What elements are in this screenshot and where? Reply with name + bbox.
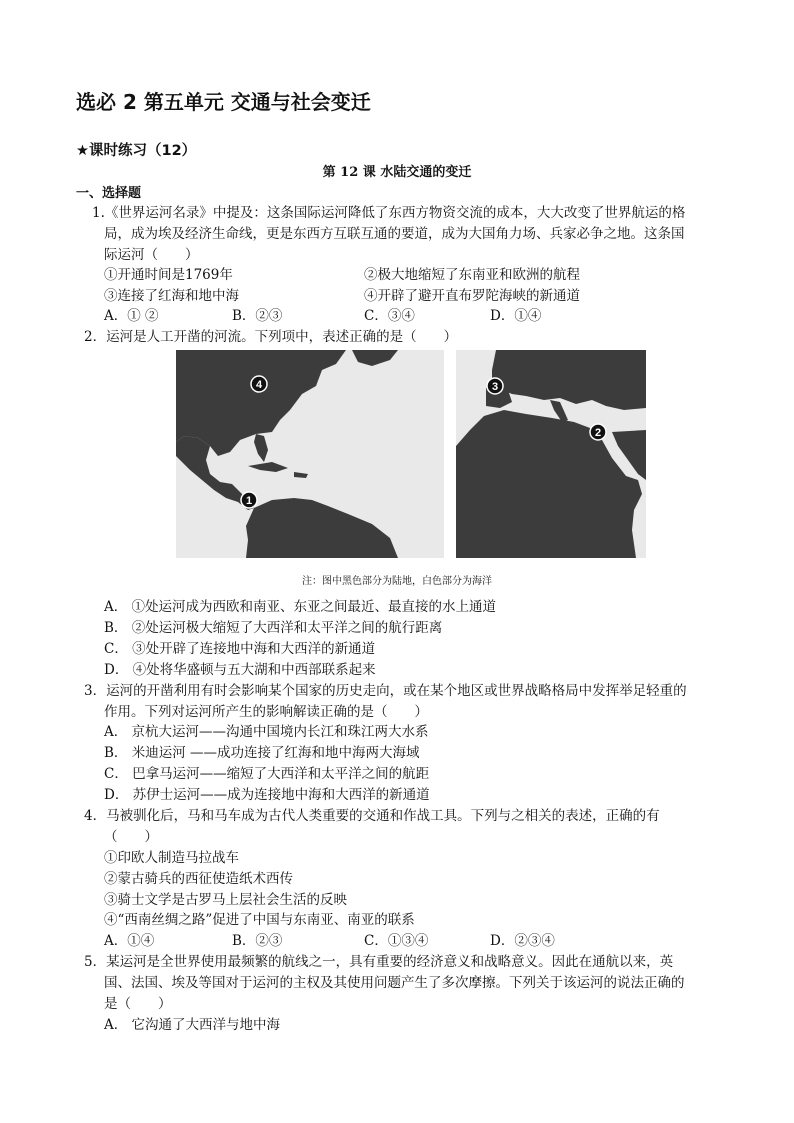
europe-africa-map [456, 350, 646, 558]
q4-option-c: C．①③④ [364, 933, 429, 949]
svg-text:1: 1 [245, 495, 253, 507]
q4-option-a: A．①④ [104, 933, 155, 949]
q5-stem-line3: 是（ ） [104, 996, 172, 1012]
q1-statement-1: ①开通时间是1769年 [104, 267, 233, 283]
map-caption: 注：图中黑色部分为陆地，白色部分为海洋 [302, 576, 492, 587]
q3-stem-line2: 作用。下列对运河所产生的影响解读正确的是（ ） [104, 704, 428, 720]
q4-stem-line2: （ ） [104, 829, 158, 845]
q4-statement-4: ④“西南丝绸之路”促进了中国与东南亚、南亚的联系 [104, 912, 415, 928]
q4-option-b: B．②③ [232, 933, 283, 949]
q1-statement-2: ②极大地缩短了东南亚和欧洲的航程 [364, 267, 580, 283]
svg-text:4: 4 [255, 379, 263, 391]
q5-stem-line2: 国、法国、埃及等国对于运河的主权及其使用问题产生了多次摩擦。下列关于该运河的说法正确的 [104, 975, 685, 991]
exercise-heading: ★课时练习（12） [76, 143, 197, 159]
q3-option-c: C． 巴拿马运河——缩短了大西洋和太平洋之间的航距 [104, 766, 430, 782]
section-heading: 一、选择题 [76, 186, 142, 201]
q4-statement-2: ②蒙古骑兵的西征使造纸术西传 [104, 871, 293, 887]
q1-stem-line2: 局，成为埃及经济生命线，更是东西方互联互通的要道，成为大国角力场、兵家必争之地。这条国 [104, 226, 685, 242]
map-marker-1 [241, 492, 257, 508]
lesson-title: 第 12 课 水陆交通的变迁 [322, 165, 472, 180]
q3-option-d: D． 苏伊士运河——成为连接地中海和大西洋的新通道 [104, 787, 430, 803]
q4-statement-3: ③骑士文学是古罗马上层社会生活的反映 [104, 892, 347, 908]
q3-option-a: A． 京杭大运河——沟通中国境内长江和珠江两大水系 [104, 724, 429, 740]
q2-option-c: C． ③处开辟了连接地中海和大西洋的新通道 [104, 641, 376, 657]
q1-option-b: B．②③ [232, 308, 283, 324]
q3-option-b: B． 米迪运河 ——成功连接了红海和地中海两大海域 [104, 745, 420, 761]
map-marker-4 [251, 376, 267, 392]
q1-option-d: D．①④ [490, 308, 542, 324]
q1-stem-line3: 际运河（ ） [104, 247, 199, 263]
q1-statement-4: ④开辟了避开直布罗陀海峡的新通道 [364, 288, 580, 304]
q1-stem-line1: 1.《世界运河名录》中提及：这条国际运河降低了东西方物资交流的成本，大大改变了世界航运的格 [92, 205, 686, 221]
q1-option-a: A．① ② [104, 308, 159, 324]
q4-stem-line1: 4．马被驯化后，马和马车成为古代人类重要的交通和作战工具。下列与之相关的表述，正确的有 [84, 808, 660, 824]
q1-statement-3: ③连接了红海和地中海 [104, 288, 239, 304]
q3-stem-line1: 3．运河的开凿利用有时会影响某个国家的历史走向，或在某个地区或世界战略格局中发挥举足轻重的 [84, 683, 687, 699]
map-marker-3 [487, 378, 503, 394]
q2-stem: 2．运河是人工开凿的河流。下列项中，表述正确的是（ ） [84, 329, 458, 345]
q4-option-d: D．②③④ [490, 933, 555, 949]
svg-text:3: 3 [491, 381, 499, 393]
q5-option-a: A． 它沟通了大西洋与地中海 [104, 1017, 281, 1033]
q2-option-d: D． ④处将华盛顿与五大湖和中西部联系起来 [104, 662, 376, 678]
q2-option-a: A． ①处运河成为西欧和南亚、东亚之间最近、最直接的水上通道 [104, 599, 497, 615]
q5-stem-line1: 5．某运河是全世界使用最频繁的航线之一，具有重要的经济意义和战略意义。因此在通航以来，英 [84, 954, 674, 970]
q4-statement-1: ①印欧人制造马拉战车 [104, 850, 239, 866]
q2-option-b: B． ②处运河极大缩短了大西洋和太平洋之间的航行距离 [104, 620, 443, 636]
svg-text:2: 2 [594, 427, 602, 439]
map-marker-2 [590, 424, 606, 440]
page-title: 选必 2 第五单元 交通与社会变迁 [76, 90, 371, 114]
americas-map [176, 350, 444, 558]
q1-option-c: C．③④ [364, 308, 415, 324]
